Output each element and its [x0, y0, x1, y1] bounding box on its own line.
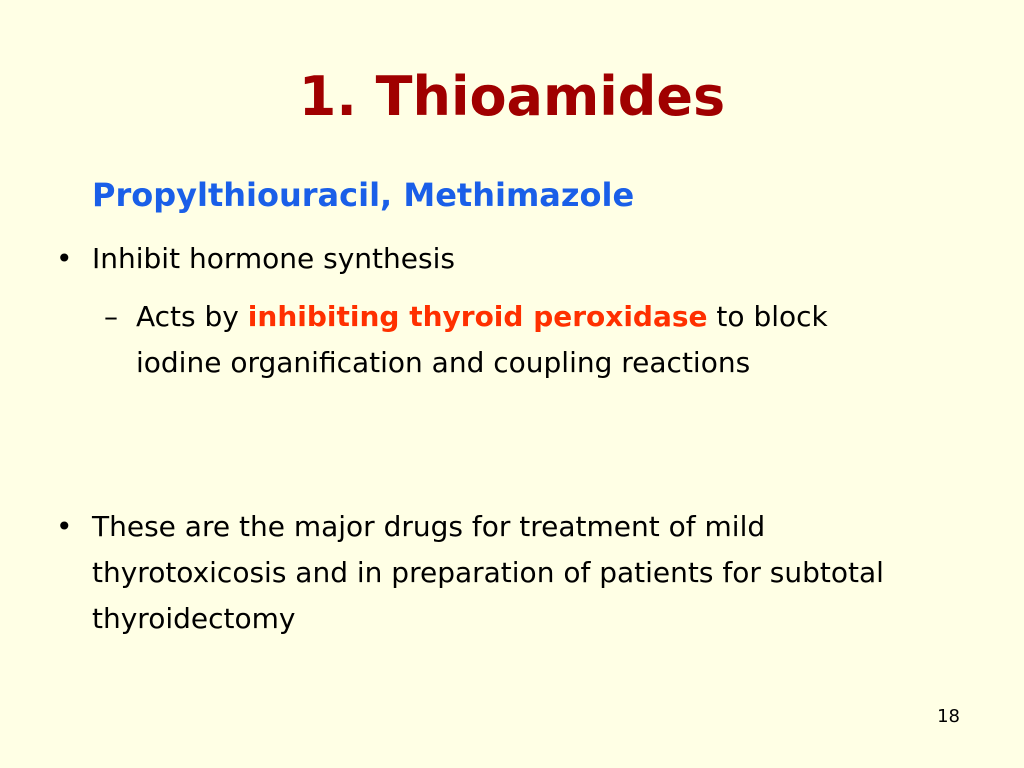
dash-icon: – [104, 300, 118, 333]
sub-bullet-highlight: inhibiting thyroid peroxidase [247, 300, 708, 333]
bullet-text: These are the major drugs for treatment of mild thyrotoxicosis and in preparation of patients for subtotal thyroidectomy [92, 510, 884, 635]
slide-subtitle: Propylthiouracil, Methimazole [92, 176, 635, 214]
sub-bullet-prefix: Acts by [136, 300, 248, 333]
sub-bullet-text [136, 294, 916, 386]
bullet-icon: • [56, 510, 73, 543]
slide-number: 18 [937, 706, 960, 727]
bullet-icon: • [56, 242, 73, 275]
bullet-text: Inhibit hormone synthesis [92, 242, 455, 275]
sub-bullet-suffix: to block iodine organification and coupling reactions [136, 300, 828, 379]
slide-title: 1. Thioamides [298, 65, 726, 128]
